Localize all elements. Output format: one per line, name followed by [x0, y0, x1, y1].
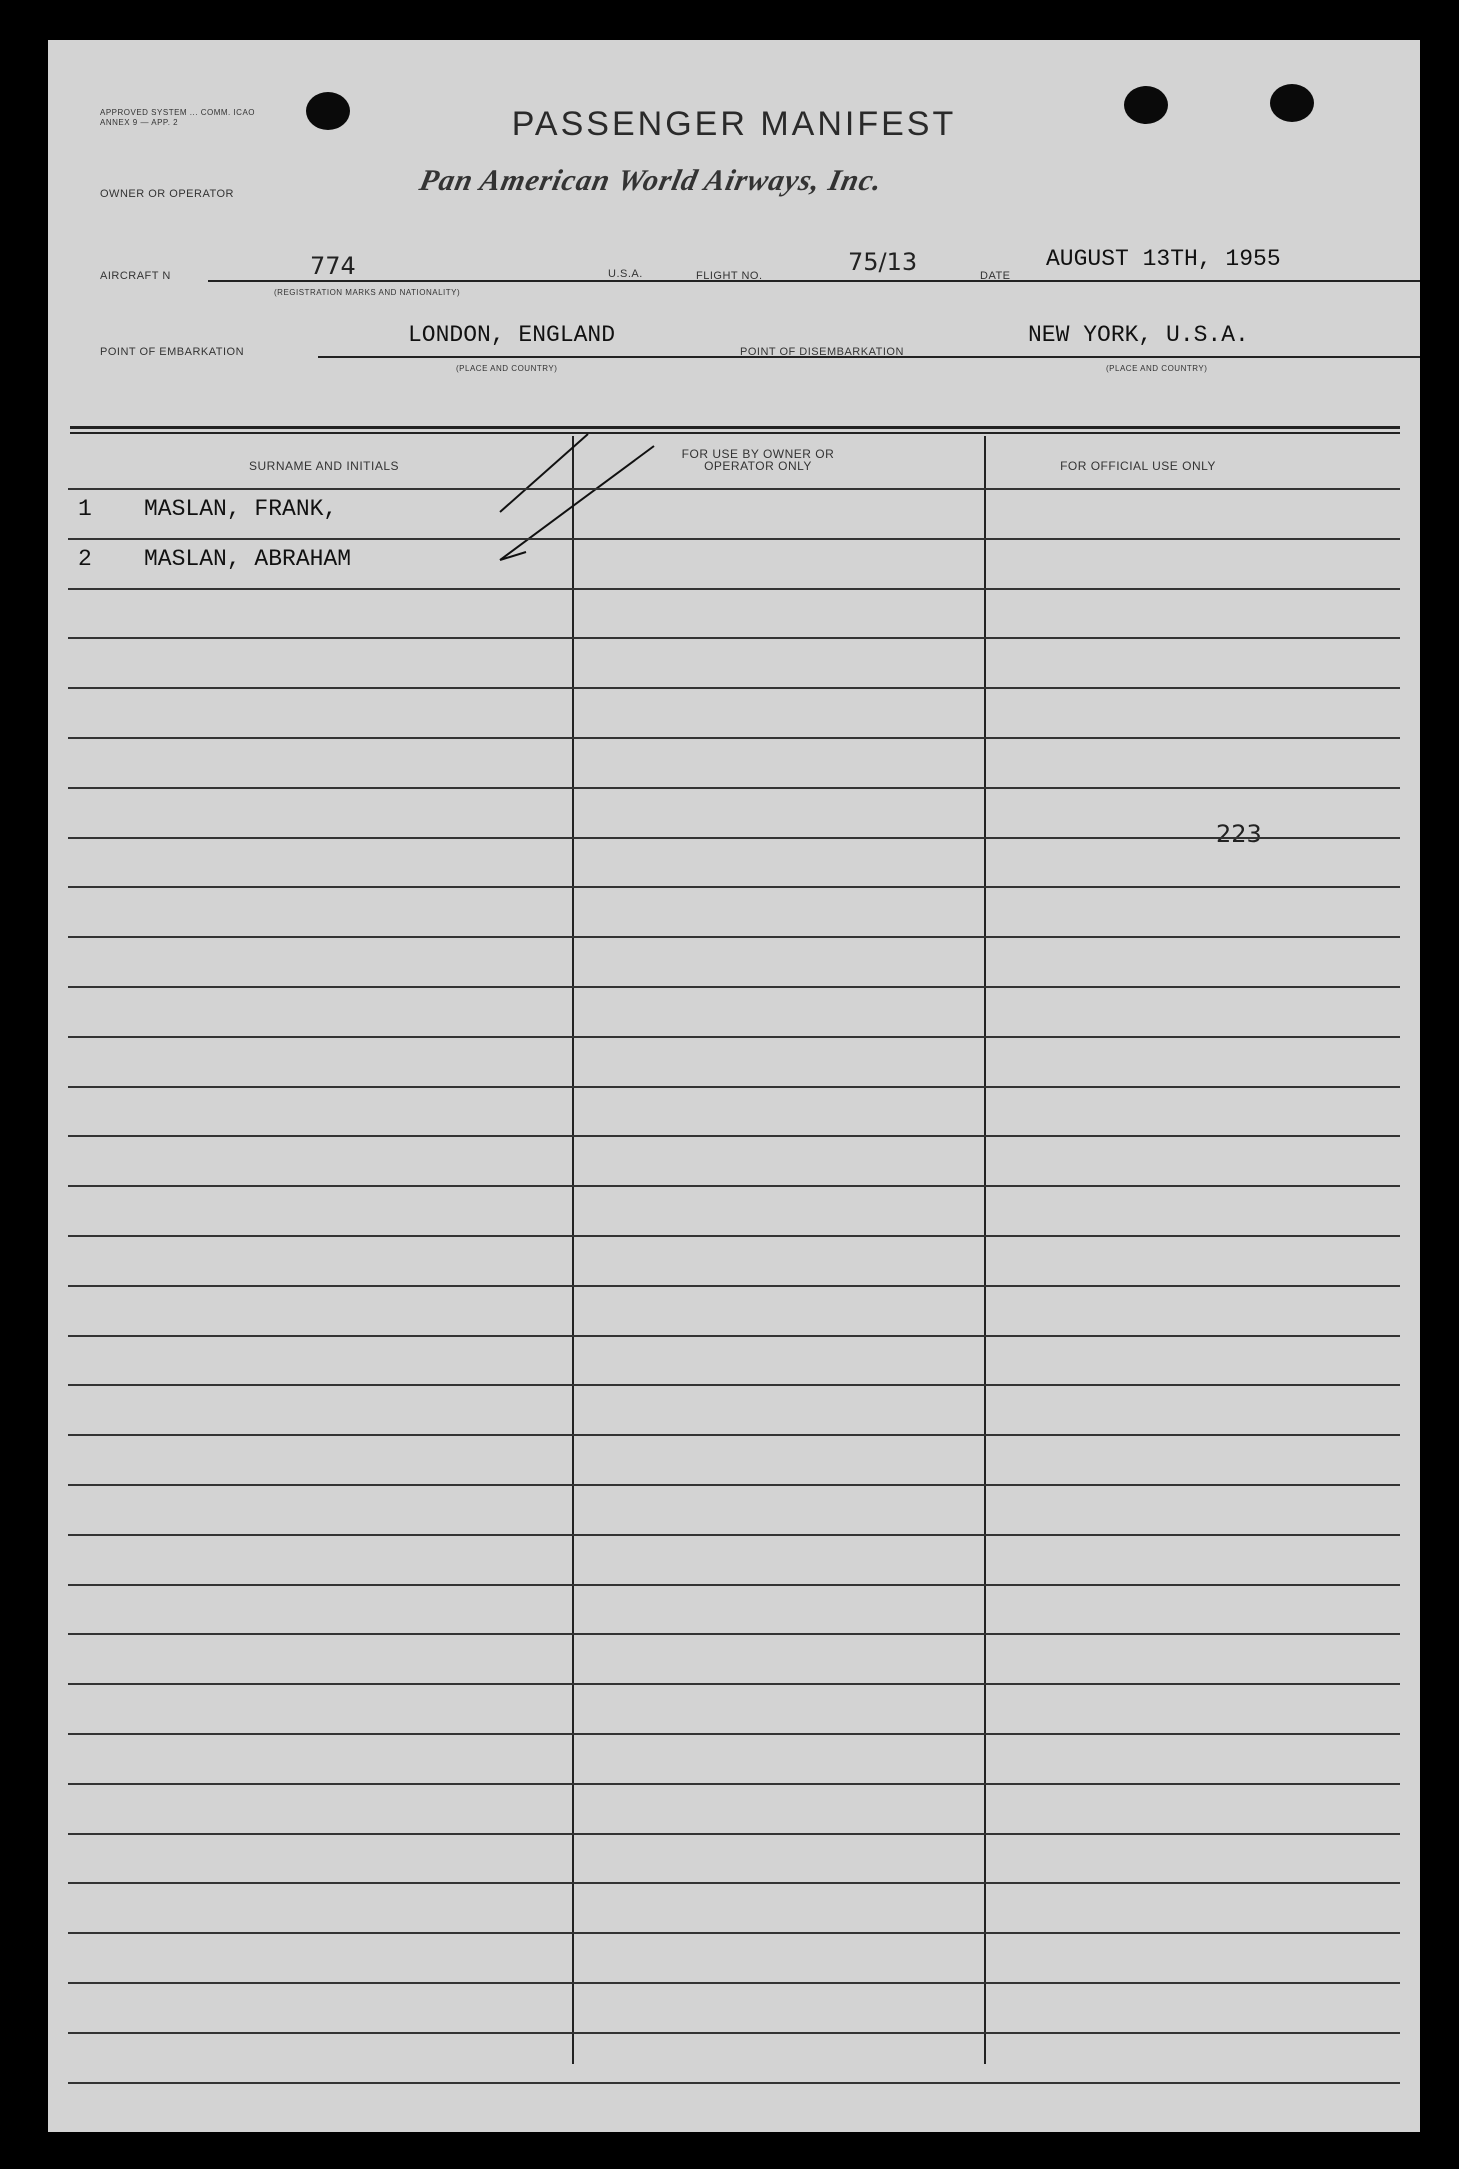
- table-rule: [68, 1036, 1400, 1038]
- table-rule: [68, 787, 1400, 789]
- embark-value: LONDON, ENGLAND: [408, 322, 616, 348]
- table-rule: [68, 1434, 1400, 1436]
- disembark-value: NEW YORK, U.S.A.: [1028, 322, 1249, 348]
- table-rule: [68, 1982, 1400, 1984]
- disembark-sub: (PLACE AND COUNTRY): [1106, 364, 1208, 373]
- table-rule: [68, 1733, 1400, 1735]
- owner-label: OWNER OR OPERATOR: [100, 188, 234, 200]
- table-rule: [68, 1185, 1400, 1187]
- passenger-name: MASLAN, FRANK,: [144, 496, 338, 522]
- table-rule: [68, 637, 1400, 639]
- table-rule: [68, 837, 1400, 839]
- date-label: DATE: [980, 270, 1011, 282]
- table-rule: [68, 886, 1400, 888]
- table-rule: [68, 488, 1400, 490]
- table-rule: [68, 1584, 1400, 1586]
- table-rule: [68, 1135, 1400, 1137]
- table-rule: [68, 1633, 1400, 1635]
- flight-label: FLIGHT NO.: [696, 270, 763, 282]
- aircraft-value: 774: [310, 252, 356, 280]
- passenger-name: MASLAN, ABRAHAM: [144, 546, 352, 572]
- table-rule: [68, 1285, 1400, 1287]
- table-rule: [68, 1882, 1400, 1884]
- row-number: 1: [78, 496, 92, 522]
- flight-value: 75/13: [848, 248, 918, 276]
- aircraft-label: AIRCRAFT N: [100, 270, 171, 282]
- manifest-sheet: [48, 40, 1420, 2132]
- disembark-label: POINT OF DISEMBARKATION: [740, 346, 904, 358]
- official-note: 223: [1216, 820, 1262, 848]
- date-value: AUGUST 13TH, 1955: [1046, 246, 1281, 272]
- table-rule: [68, 538, 1400, 540]
- table-rule: [68, 936, 1400, 938]
- embark-label: POINT OF EMBARKATION: [100, 346, 245, 358]
- table-rule: [68, 1683, 1400, 1685]
- table-rule: [68, 1335, 1400, 1337]
- table-rule: [68, 1534, 1400, 1536]
- embark-sub: (PLACE AND COUNTRY): [456, 364, 558, 373]
- table-rule: [68, 1783, 1400, 1785]
- row-number: 2: [78, 546, 92, 572]
- table-rule: [68, 986, 1400, 988]
- approval-note: APPROVED SYSTEM ... COMM. ICAO ANNEX 9 — APP. 2: [100, 108, 256, 127]
- col-official-header: FOR OFFICIAL USE ONLY: [1060, 459, 1216, 473]
- table-rule: [68, 2082, 1400, 2084]
- aircraft-sub: (REGISTRATION MARKS AND NATIONALITY): [274, 288, 461, 297]
- table-rule: [68, 1932, 1400, 1934]
- col-owner-header: FOR USE BY OWNER OR OPERATOR ONLY: [681, 447, 835, 473]
- table-rule: [68, 588, 1400, 590]
- table-rule: [68, 2032, 1400, 2034]
- col-surname-header: SURNAME AND INITIALS: [248, 459, 400, 473]
- table-rule: [68, 1384, 1400, 1386]
- country-value: U.S.A.: [608, 268, 643, 280]
- table-rule: [68, 687, 1400, 689]
- table-rule: [68, 1833, 1400, 1835]
- table-rule: [68, 1235, 1400, 1237]
- page-title: PASSENGER MANIFEST: [511, 105, 957, 143]
- airline-name: Pan American World Airways, Inc.: [416, 164, 886, 197]
- table-rule: [68, 1086, 1400, 1088]
- table-rule: [68, 737, 1400, 739]
- table-rule: [68, 1484, 1400, 1486]
